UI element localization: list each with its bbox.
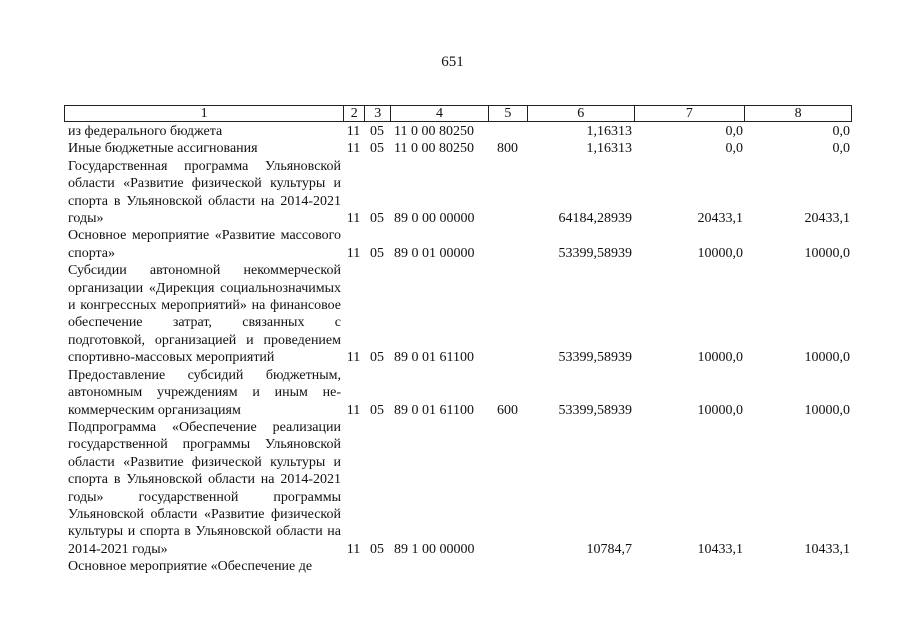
header-col-2: 2	[343, 106, 364, 121]
row-name: Основное мероприятие «Обеспечение де	[68, 559, 313, 575]
row-amount-8: 0,0	[832, 124, 850, 139]
row-amount-6: 1,16313	[586, 141, 632, 157]
row-subsection: 05	[370, 402, 384, 418]
row-name: Субсидии автономной некоммерческой организации «Дирекция социальнозначимых и конгрессных мероприятий» на финансовое обеспечение затрат, связанных с подготовкой, организацией и проведением спортивно-массовых мероприятий	[68, 263, 341, 366]
row-subsection: 05	[370, 141, 384, 157]
row-amount-8: 20433,1	[804, 211, 850, 227]
row-target-code: 89 0 00 00000	[394, 211, 475, 227]
table-row	[64, 558, 854, 575]
header-col-3: 3	[364, 106, 390, 121]
row-amount-6: 53399,58939	[558, 350, 632, 366]
row-subsection: 05	[370, 124, 384, 139]
header-col-5: 5	[488, 106, 527, 121]
row-target-code: 11 0 00 80250	[394, 124, 474, 139]
row-amount-7: 10000,0	[697, 402, 743, 418]
row-amount-6: 10784,7	[586, 541, 632, 557]
row-name: Подпрограмма «Обеспечение реализации государственной программы Ульяновской области «Развитие физической культуры и спорта в Ульяновской области на 2014-2021 годы» государственной программы Ульяновской области «Развитие физической культуры и спорта в Ульяновской области на 2014-2021 годы»	[68, 419, 341, 557]
row-target-code: 89 0 01 61100	[394, 350, 474, 366]
row-amount-7: 10433,1	[697, 541, 743, 557]
row-amount-7: 10000,0	[697, 245, 743, 261]
row-name: из федерального бюджета	[68, 124, 223, 139]
row-amount-6: 64184,28939	[558, 211, 632, 227]
row-name: Основное мероприятие «Развитие массового спорта»	[68, 228, 341, 261]
row-section: 11	[346, 141, 361, 157]
table-body	[64, 123, 854, 576]
row-section: 11	[346, 541, 361, 557]
row-subsection: 05	[370, 350, 384, 366]
header-col-7: 7	[634, 106, 745, 121]
row-name: Государственная программа Ульяновской области «Развитие физической культуры и спорта в Ульяновской области на 2014-2021 годы»	[68, 158, 341, 227]
row-amount-8: 10000,0	[804, 402, 850, 418]
row-section: 11	[346, 350, 361, 366]
row-amount-6: 53399,58939	[558, 402, 632, 418]
row-amount-8: 10000,0	[804, 350, 850, 366]
header-col-4: 4	[390, 106, 488, 121]
row-amount-8: 0,0	[832, 141, 850, 157]
row-target-code: 89 0 01 61100	[394, 402, 474, 418]
row-name: Иные бюджетные ассигнования	[68, 141, 258, 157]
row-expense-type: 800	[497, 141, 518, 157]
header-col-6: 6	[527, 106, 634, 121]
table-row	[64, 158, 854, 228]
row-section: 11	[346, 211, 361, 227]
row-amount-7: 0,0	[725, 124, 743, 139]
row-amount-7: 10000,0	[697, 350, 743, 366]
row-amount-7: 20433,1	[697, 211, 743, 227]
row-expense-type: 600	[497, 402, 518, 418]
row-target-code: 89 1 00 00000	[394, 541, 475, 557]
header-col-1: 1	[200, 106, 208, 121]
row-subsection: 05	[370, 211, 384, 227]
table-row	[64, 227, 854, 262]
row-section: 11	[346, 124, 361, 139]
row-target-code: 11 0 00 80250	[394, 141, 474, 157]
page-number: 651	[441, 54, 464, 70]
row-section: 11	[346, 402, 361, 418]
table-row	[64, 262, 854, 366]
row-amount-6: 53399,58939	[558, 245, 632, 261]
row-amount-8: 10000,0	[804, 245, 850, 261]
header-col-8: 8	[744, 106, 851, 121]
row-amount-8: 10433,1	[804, 541, 850, 557]
table-row	[64, 140, 854, 157]
row-name: Предоставление субсидий бюджетным, автономным учреждениям и иным некоммерческим организациям	[68, 367, 341, 418]
row-subsection: 05	[370, 541, 384, 557]
table-row	[64, 419, 854, 558]
table-header	[64, 105, 852, 122]
table-row	[64, 123, 854, 140]
table-row	[64, 367, 854, 419]
row-section: 11	[346, 245, 361, 261]
row-amount-7: 0,0	[725, 141, 743, 157]
row-subsection: 05	[370, 245, 384, 261]
row-amount-6: 1,16313	[586, 124, 632, 139]
row-target-code: 89 0 01 00000	[394, 245, 475, 261]
